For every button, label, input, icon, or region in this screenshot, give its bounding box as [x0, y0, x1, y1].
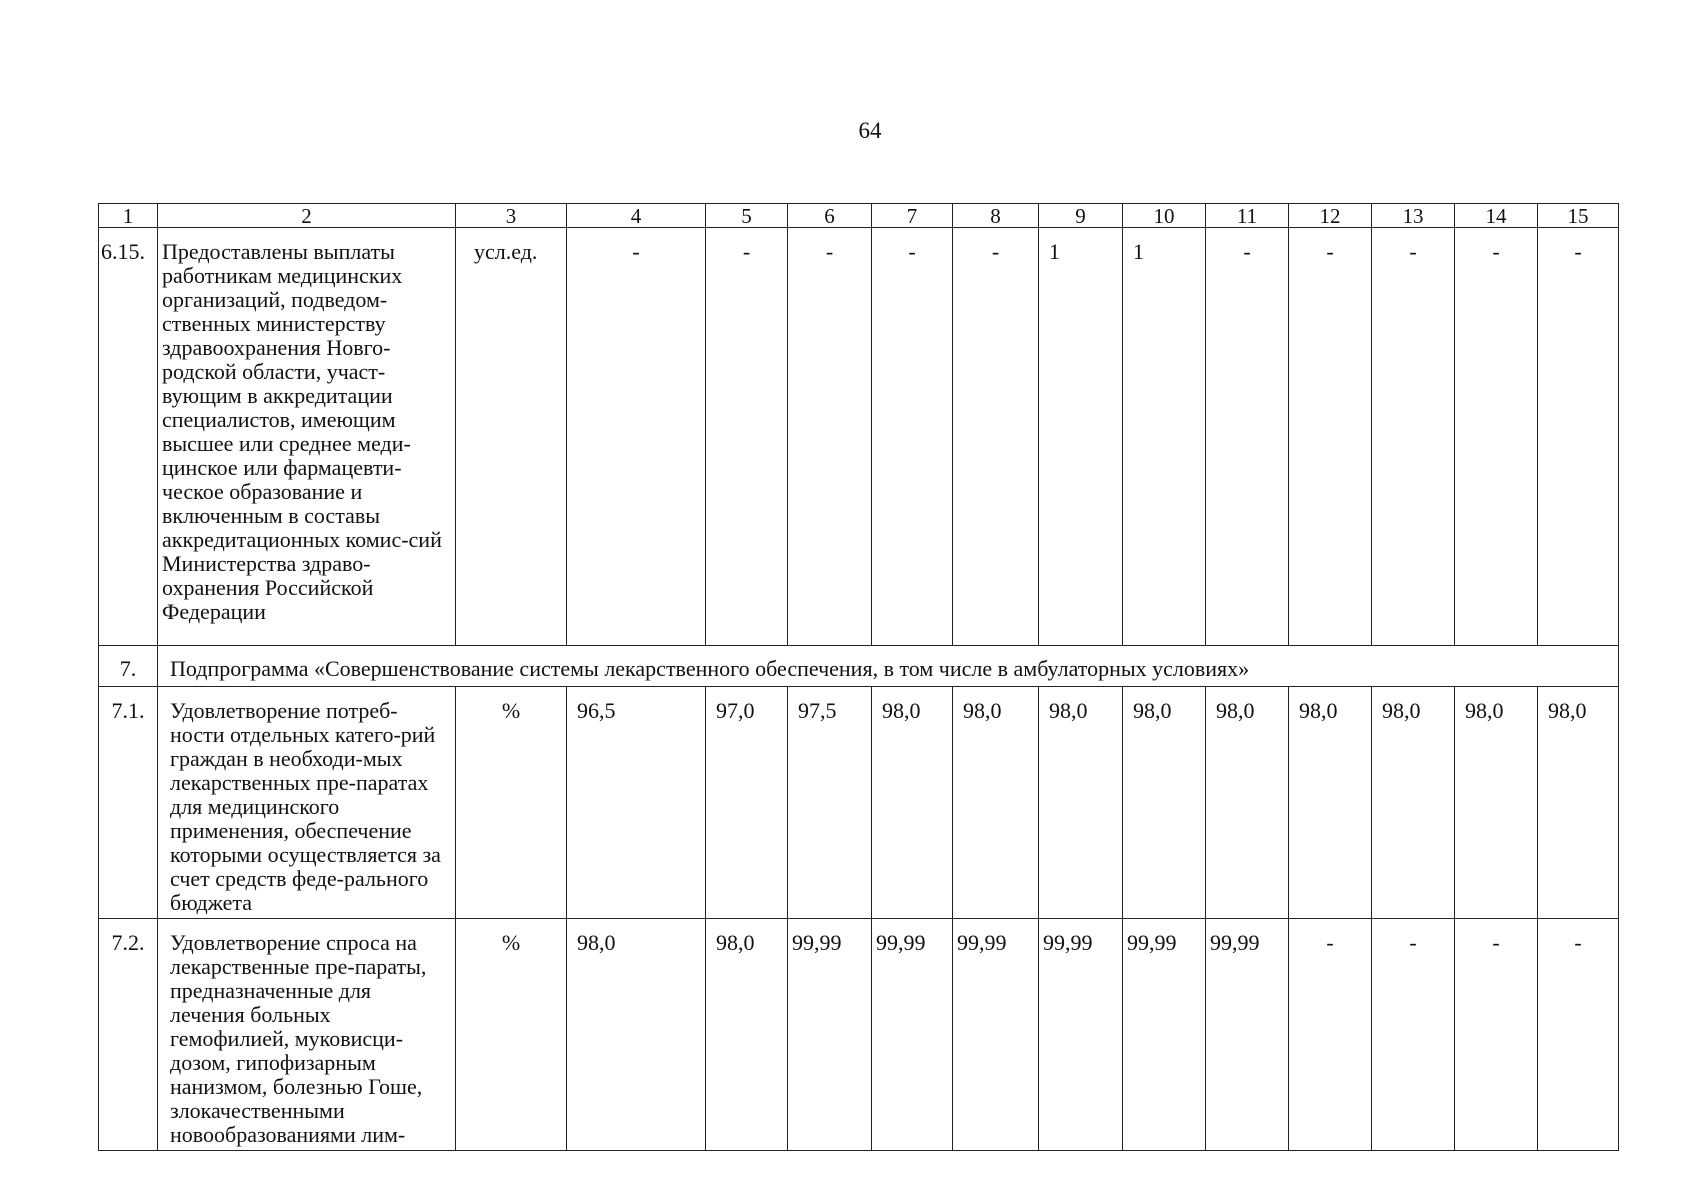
row-value: 98,0	[706, 919, 788, 1151]
column-header: 1	[99, 204, 158, 228]
column-header-row	[99, 204, 1619, 228]
row-value: 98,0	[1039, 687, 1123, 919]
row-value: -	[1206, 228, 1289, 646]
row-value: 1	[1039, 228, 1123, 646]
row-description: Удовлетворение спроса на лекарственные пре-параты, предназначенные для лечения больных гемофилией, муковисци-дозом, гипофизарным нанизмом, болезнью Гоше, злокачественными новообразованиями лим-	[158, 919, 456, 1151]
row-value: -	[872, 228, 953, 646]
row-number: 7.2.	[99, 919, 158, 1151]
row-unit: %	[456, 687, 567, 919]
row-value: -	[1538, 228, 1619, 646]
row-description: Удовлетворение потреб-ности отдельных катего-рий граждан в необходи-мых лекарственных пре-паратах для медицинского применения, обеспечение которыми осуществляется за счет средств феде-рального бюджета	[158, 687, 456, 919]
row-value: -	[788, 228, 872, 646]
table-row	[99, 919, 1619, 1151]
row-value: 98,0	[872, 687, 953, 919]
column-header: 10	[1123, 204, 1206, 228]
column-header: 11	[1206, 204, 1289, 228]
row-value: 99,99	[1039, 919, 1123, 1151]
column-header: 2	[158, 204, 456, 228]
row-value: 97,0	[706, 687, 788, 919]
row-value: 99,99	[953, 919, 1039, 1151]
row-value: 98,0	[1289, 687, 1372, 919]
row-number: 7.1.	[99, 687, 158, 919]
row-value: 97,5	[788, 687, 872, 919]
table-row	[99, 228, 1619, 646]
column-header: 3	[456, 204, 567, 228]
row-value: 99,99	[1206, 919, 1289, 1151]
row-value: 99,99	[1123, 919, 1206, 1151]
row-value: 98,0	[1372, 687, 1455, 919]
column-header: 13	[1372, 204, 1455, 228]
column-header: 7	[872, 204, 953, 228]
column-header: 8	[953, 204, 1039, 228]
row-value: -	[1455, 228, 1538, 646]
column-header: 14	[1455, 204, 1538, 228]
row-value: -	[1455, 919, 1538, 1151]
row-unit: усл.ед.	[456, 228, 567, 646]
row-number: 7.	[99, 646, 158, 687]
row-value: -	[567, 228, 706, 646]
subprogram-title: Подпрограмма «Совершенствование системы лекарственного обеспечения, в том числе в амбулаторных условиях»	[158, 646, 1619, 687]
row-value: 98,0	[1206, 687, 1289, 919]
indicators-table	[98, 203, 1619, 1151]
row-value: -	[1538, 919, 1619, 1151]
row-value: 1	[1123, 228, 1206, 646]
row-value: 98,0	[1455, 687, 1538, 919]
column-header: 6	[788, 204, 872, 228]
row-value: -	[953, 228, 1039, 646]
row-unit: %	[456, 919, 567, 1151]
row-number: 6.15.	[99, 228, 158, 646]
row-value: 98,0	[1538, 687, 1619, 919]
row-value: 98,0	[567, 919, 706, 1151]
row-value: -	[1372, 228, 1455, 646]
column-header: 5	[706, 204, 788, 228]
row-value: 98,0	[953, 687, 1039, 919]
row-description: Предоставлены выплаты работникам медицинских организаций, подведом-ственных министерству здравоохранения Новго-родской области, участ-вующим в аккредитации специалистов, имеющим высшее или среднее меди-цинское или фармацевти-ческое образование и включенным в составы аккредитационных комис-сий Министерства здраво-охранения Российской Федерации	[158, 228, 456, 646]
column-header: 9	[1039, 204, 1123, 228]
row-value: -	[706, 228, 788, 646]
row-value: 98,0	[1123, 687, 1206, 919]
row-value: 99,99	[872, 919, 953, 1151]
row-value: 99,99	[788, 919, 872, 1151]
subprogram-row	[99, 646, 1619, 687]
column-header: 15	[1538, 204, 1619, 228]
row-value: 96,5	[567, 687, 706, 919]
row-value: -	[1289, 228, 1372, 646]
column-header: 12	[1289, 204, 1372, 228]
row-value: -	[1289, 919, 1372, 1151]
page-number: 64	[858, 118, 882, 143]
column-header: 4	[567, 204, 706, 228]
table-row	[99, 687, 1619, 919]
row-value: -	[1372, 919, 1455, 1151]
